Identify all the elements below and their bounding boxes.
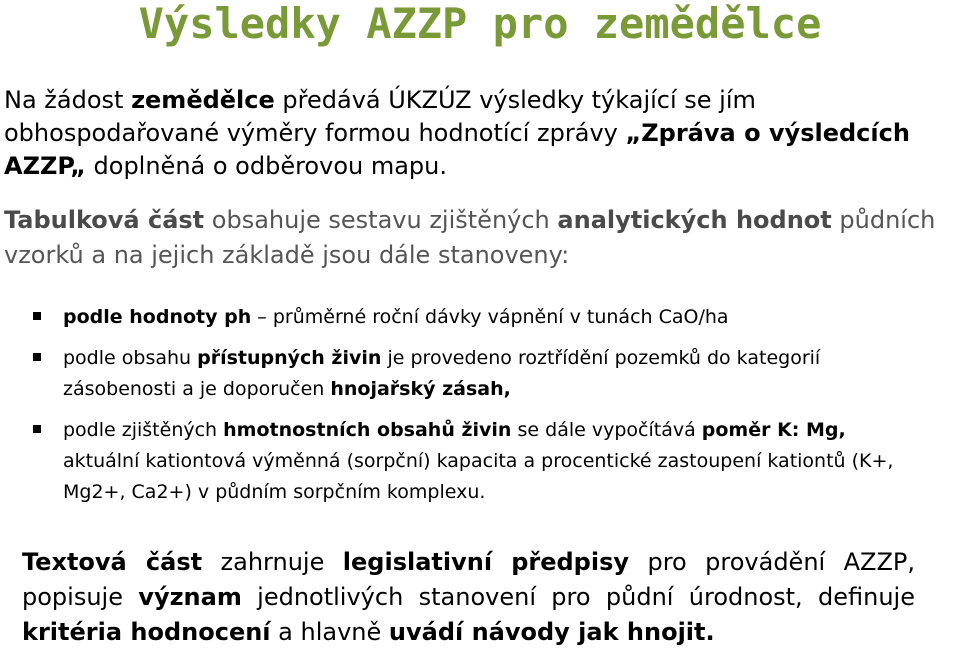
- slide-title: Výsledky AZZP pro zemědělce: [138, 0, 822, 48]
- text-part-text-4: a hlavně: [270, 618, 389, 646]
- intro-paragraph: [4, 84, 954, 183]
- text-part-text-1: zahrnuje: [202, 548, 343, 576]
- square-bullet-icon: [33, 353, 41, 361]
- bullet-3-text-1: podle zjištěných: [63, 419, 224, 441]
- bullet-3-text-2: se dále vypočítává: [511, 419, 702, 441]
- bullet-3-bold-1: hmotnostních obsahů živin: [223, 419, 512, 441]
- intro-text-1: Na žádost: [4, 86, 132, 114]
- text-part-bold-2: legislativní předpisy: [342, 548, 630, 576]
- table-part-text-2: půdních vzorků a na jejich základě jsou dále stanoveny:: [4, 206, 936, 269]
- bullet-list: [0, 302, 960, 518]
- table-part-paragraph: [4, 203, 954, 273]
- square-bullet-icon: [33, 425, 41, 433]
- bullet-3-bold-2: poměr K: Mg,: [701, 419, 846, 441]
- table-part-text-1: obsahuje sestavu zjištěných: [204, 206, 558, 234]
- bullet-2-bold-2: hnojařský zásah,: [330, 378, 511, 400]
- bullet-1-bold-1: podle hodnoty ph: [63, 306, 252, 328]
- table-part-bold-1: Tabulková část: [4, 206, 205, 234]
- intro-text-2: předává ÚKZÚZ výsledky týkající se jím obhospodařované výměry formou hodnotící zprávy: [4, 86, 756, 147]
- text-part-bold-5: uvádí návody jak hnojit.: [388, 618, 715, 646]
- list-item: [0, 415, 960, 508]
- list-item: [0, 302, 960, 333]
- table-part-bold-2: analytických hodnot: [557, 206, 832, 234]
- bullet-3-text-3: aktuální kationtová výměnná (sorpční) kapacita a procentické zastoupení kationtů (K+, Mg2+, Ca2+) v půdním sorpčním komplexu.: [63, 450, 894, 503]
- bullet-1-text-1: – průměrné roční dávky vápnění v tunách CaO/ha: [251, 306, 729, 328]
- intro-text-3: doplněná o odběrovou mapu.: [85, 152, 448, 180]
- text-part-bold-1: Textová část: [22, 548, 203, 576]
- text-part-text-2: pro provádění AZZP, popisuje: [22, 548, 916, 611]
- list-item: [0, 343, 960, 405]
- text-part-bold-4: kritéria hodnocení: [22, 618, 271, 646]
- square-bullet-icon: [33, 312, 41, 320]
- bullet-2-bold-1: přístupných živin: [197, 347, 382, 369]
- bullet-2-text-1: podle obsahu: [63, 347, 198, 369]
- text-part-paragraph: [22, 545, 915, 650]
- text-part-bold-3: význam: [138, 583, 242, 611]
- intro-bold-farmers: zemědělce: [131, 86, 275, 114]
- intro-bold-report-name: „Zpráva o výsledcích AZZP„: [4, 119, 910, 180]
- bullet-2-text-2: je provedeno roztřídění pozemků do kategorií zásobenosti a je doporučen: [63, 347, 821, 400]
- text-part-text-3: jednotlivých stanovení pro půdní úrodnost, definuje: [241, 583, 915, 611]
